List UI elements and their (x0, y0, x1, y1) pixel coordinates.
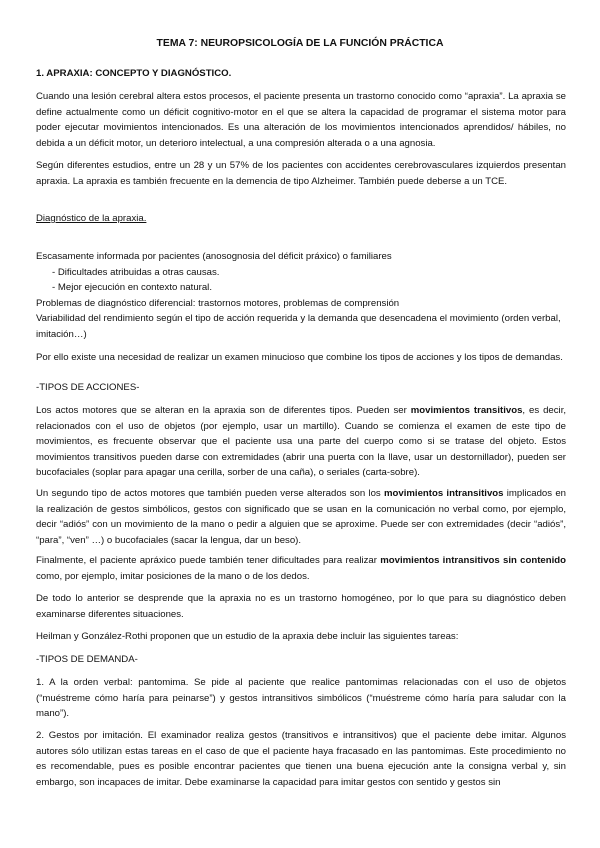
paragraph-intransitive: Un segundo tipo de actos motores que también pueden verse alterados son los movimientos intransitivos implicados en la realización de gestos simbólicos, gestos con significado que se usan en la comunicación no verbal como, por ejemplo, decir “adiós” con un movimiento de la mano o pedir a alguien que se aproxime. Puede ser con extremidades (decir “adiós”, “para”, “ven” …) o bucofaciales (sacar la lengua, dar un beso). (36, 488, 566, 546)
diagnosis-subitem: - Mejor ejecución en contexto natural. (52, 282, 212, 294)
diagnosis-line: Problemas de diagnóstico diferencial: trastornos motores, problemas de comprensión (36, 297, 400, 309)
paragraph-definition: Cuando una lesión cerebral altera estos procesos, el paciente presenta un trastorno conocido como “apraxia”. La apraxia se define actualmente como un déficit cognitivo-motor en el que se altera la capacidad de programar el sistema motor para poder ejecutar movimientos intencionados. Es una alteración de los movimientos intencionados aprendidos/ hábiles, no debida a un déficit motor, un deterioro intelectual, a una compresión alterada o a una agnosia. (36, 91, 566, 149)
section-heading: 1. APRAXIA: CONCEPTO Y DIAGNÓSTICO. (36, 68, 232, 79)
paragraph-transitive: Los actos motores que se alteran en la apraxia son de diferentes tipos. Pueden ser movimientos transitivos, es decir, relacionados con el uso de objetos (por ejemplo, usar un martillo). Cuando se comienza el examen de este tipo de movimientos, es frecuente observar que el paciente usa una parte del cuerpo como si se tratase del objeto. Estos movimientos transitivos pueden darse con extremidades (abrir una puerta con la llave, usar un destornillador), pueden ser bucofaciales (soplar para apagar una cerilla, sorber de una caña), o seriales (carta-sobre). (36, 405, 567, 479)
page-title: TEMA 7: NEUROPSICOLOGÍA DE LA FUNCIÓN PRÁCTICA (156, 38, 444, 49)
term-intransitive-no-content: movimientos intransitivos sin contenido (380, 555, 566, 566)
paragraph-statistics: Según diferentes estudios, entre un 28 y un 57% de los pacientes con accidentes cerebrovasculares izquierdos presentan apraxia. La apraxia es también frecuente en la demencia de tipo Alzheimer. También puede deberse a un TCE. (36, 160, 566, 187)
diagnosis-list (36, 249, 566, 343)
subheading-diagnosis: Diagnóstico de la apraxia. (36, 213, 147, 224)
paragraph-exam-need: Por ello existe una necesidad de realizar un examen minucioso que combine los tipos de acciones y los tipos de demandas. (36, 352, 563, 363)
heading-action-types: -TIPOS DE ACCIONES- (36, 382, 140, 393)
term-transitive: movimientos transitivos (410, 405, 523, 416)
diagnosis-line: Variabilidad del rendimiento según el tipo de acción requerida y la demanda que desencadena el movimiento (orden verbal, imitación…) (36, 313, 561, 340)
term-intransitive: movimientos intransitivos (384, 488, 504, 499)
heading-demand-types: -TIPOS DE DEMANDA- (36, 654, 138, 665)
task-item-verbal-order: 1. A la orden verbal: pantomima. Se pide al paciente que realice pantomimas relacionadas con el uso de objetos (“muéstreme cómo haría para peinarse”) y gestos intransitivos simbólicos (“muéstreme cómo haría para saludar con la mano”). (36, 677, 566, 720)
diagnosis-line: Escasamente informada por pacientes (anosognosia del déficit práxico) o familiares (36, 251, 392, 262)
paragraph-no-content: Finalmente, el paciente apráxico puede también tener dificultades para realizar movimientos intransitivos sin contenido como, por ejemplo, imitar posiciones de la mano o de los dedos. (36, 555, 566, 582)
task-item-imitation: 2. Gestos por imitación. El examinador realiza gestos (transitivos e intransitivos) que el paciente debe imitar. Algunos autores sólo utilizan estas tareas en el caso de que el paciente haya fracasado en las pantomimas. Este procedimiento no es recomendable, pues es posible encontrar pacientes que tienen una buena ejecución ante la consigna verbal y, sin embargo, son incapaces de imitar. Debe examinarse la capacidad para imitar gestos con sentido y gestos sin (36, 730, 566, 788)
paragraph-heterogeneous: De todo lo anterior se desprende que la apraxia no es un trastorno homogéneo, por lo que para su diagnóstico deben examinarse diferentes situaciones. (36, 593, 566, 620)
diagnosis-subitem: - Dificultades atribuidas a otras causas. (52, 266, 220, 278)
paragraph-tasks-intro: Heilman y González-Rothi proponen que un estudio de la apraxia debe incluir las siguientes tareas: (36, 631, 459, 642)
